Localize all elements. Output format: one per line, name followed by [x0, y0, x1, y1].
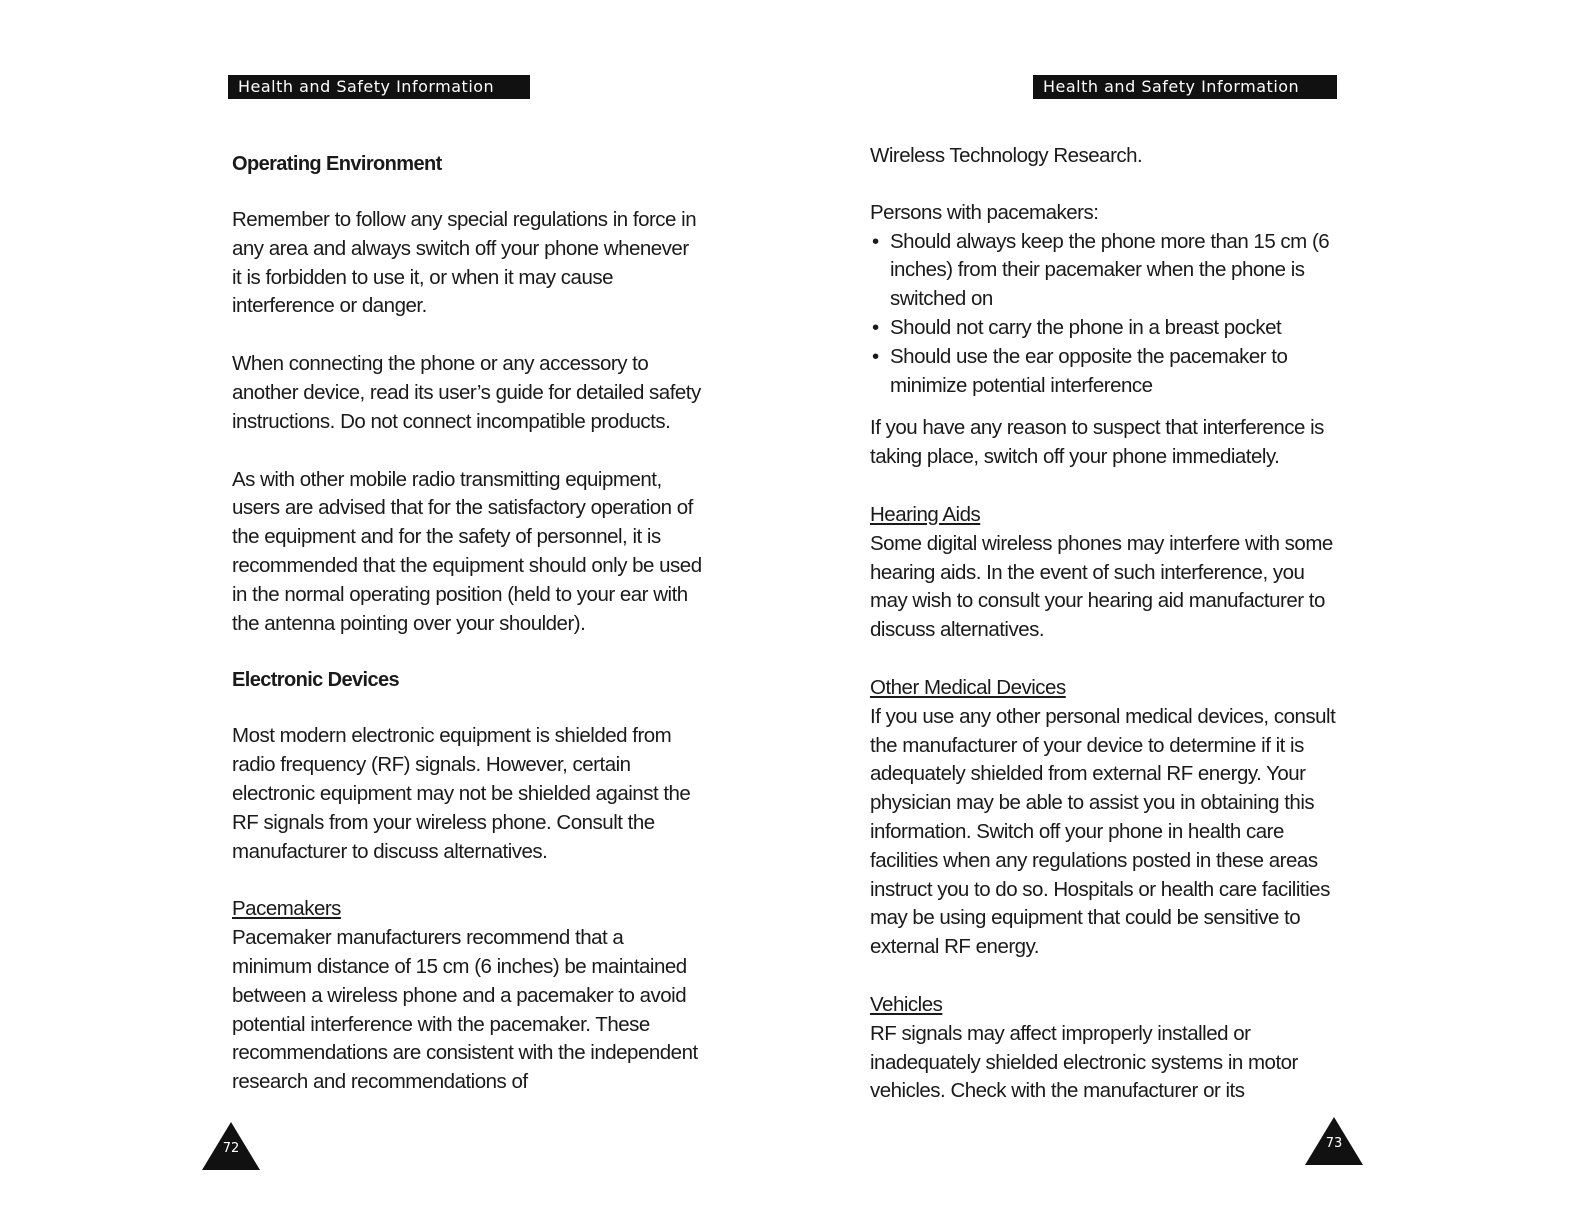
page-number: 73 — [1325, 1136, 1343, 1151]
list-item: • Should always keep the phone more than 15 cm (6 inches) from their pacemaker when the phone is switched on — [870, 228, 1340, 314]
paragraph: Most modern electronic equipment is shielded from radio frequency (RF) signals. However, certain electronic equipment may not be shielded against the RF signals from your wireless phone. Consult the manufacturer to discuss alternatives. — [232, 724, 691, 863]
operating-environment-heading: Operating Environment — [232, 153, 442, 175]
list-item: • Should not carry the phone in a breast pocket — [870, 314, 1340, 343]
paragraph: Pacemaker manufacturers recommend that a minimum distance of 15 cm (6 inches) be maintained between a wireless phone and a pacemaker to avoid potential interference with the pacemaker. These recommendations are consistent with the independent research and recommendations of — [232, 926, 698, 1094]
list-item: • Should use the ear opposite the pacemaker to minimize potential interference — [870, 343, 1340, 401]
paragraph: If you use any other personal medical devices, consult the manufacturer of your device to determine if it is adequately shielded from external RF energy. Your physician may be able to assist you in obtaining this information. Switch off your phone in health care facilities when any regulations posted in these areas instruct you to do so. Hospitals or health care facilities may be using equipment that could be sensitive to external RF energy. — [870, 704, 1336, 959]
paragraph: RF signals may affect improperly installed or inadequately shielded electronic systems in motor vehicles. Check with the manufacturer or its — [870, 1021, 1298, 1103]
right-page — [789, 0, 1578, 1221]
paragraph: Persons with pacemakers: — [870, 200, 1099, 224]
page-number: 72 — [222, 1141, 240, 1156]
paragraph: Remember to follow any special regulations in force in any area and always switch off your phone whenever it is forbidden to use it, or when it may cause interference or danger. — [232, 208, 697, 318]
bullet-list — [870, 228, 1340, 401]
section-banner: Health and Safety Information — [228, 75, 530, 99]
paragraph: Some digital wireless phones may interfere with some hearing aids. In the event of such interference, you may wish to consult your hearing aid manufacturer to discuss alternatives. — [870, 531, 1333, 642]
other-medical-devices-heading: Other Medical Devices — [870, 675, 1066, 699]
paragraph: When connecting the phone or any accessory to another device, read its user’s guide for detailed safety instructions. Do not connect incompatible products. — [232, 352, 701, 433]
left-column — [232, 150, 702, 1097]
pacemakers-heading: Pacemakers — [232, 897, 341, 921]
right-column — [870, 142, 1340, 1106]
vehicles-heading: Vehicles — [870, 992, 943, 1016]
electronic-devices-heading: Electronic Devices — [232, 669, 400, 692]
paragraph: If you have any reason to suspect that interference is taking place, switch off your phone immediately. — [870, 416, 1324, 469]
paragraph: As with other mobile radio transmitting equipment, users are advised that for the satisfactory operation of the equipment and for the safety of personnel, it is recommended that the equipment should only be used in the normal operating position (held to your ear with the antenna pointing over your shoulder). — [232, 467, 702, 635]
section-banner: Health and Safety Information — [1033, 75, 1337, 99]
hearing-aids-heading: Hearing Aids — [870, 502, 981, 526]
paragraph: Wireless Technology Research. — [870, 144, 1143, 167]
